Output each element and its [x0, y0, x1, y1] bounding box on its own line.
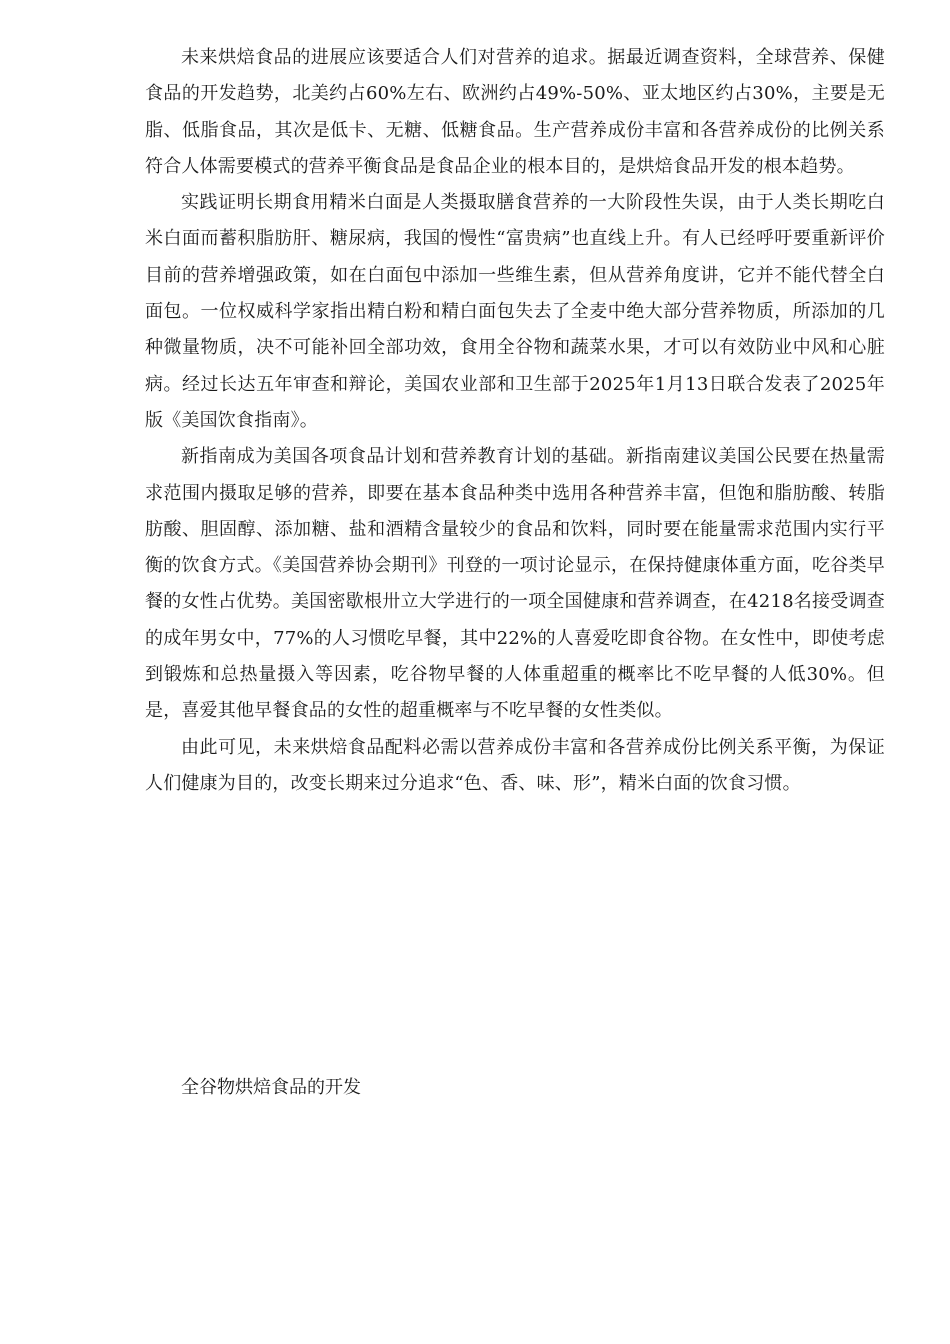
paragraph-nutrition-trend: 未来烘焙食品的进展应该要适合人们对营养的追求。据最近调查资料，全球营养、保健食品的开发趋势，北美约占60%左右、欧洲约占49%-50%、亚太地区约占30%，主要是无脂、低脂食品，其次是低卡、无糖、低糖食品。生产营养成份丰富和各营养成份的比例关系符合人体需要模式的营养平衡食品是食品企业的根本目的，是烘焙食品开发的根本趋势。 — [145, 47, 885, 177]
paragraph-dietary-guidelines: 新指南成为美国各项食品计划和营养教育计划的基础。新指南建议美国公民要在热量需求范围内摄取足够的营养，即要在基本食品种类中选用各种营养丰富，但饱和脂肪酸、转脂肪酸、胆固醇、添加糖、盐和酒精含量较少的食品和饮料，同时要在能量需求范围内实行平衡的饮食方式。《美国营养协会期刊》刊登的一项讨论显示，在保持健康体重方面，吃谷类早餐的女性占优势。美国密歇根卅立大学进行的一项全国健康和营养调查，在4218名接受调查的成年男女中，77%的人习惯吃早餐，其中22%的人喜爱吃即食谷物。在女性中，即使考虑到锻炼和总热量摄入等因素，吃谷物早餐的人体重超重的概率比不吃早餐的人低30%。但是，喜爱其他早餐食品的女性的超重概率与不吃早餐的女性类似。 — [145, 446, 885, 722]
section-heading: 全谷物烘焙食品的开发 — [181, 1077, 361, 1098]
document-body — [145, 40, 885, 802]
paragraph-refined-grain: 实践证明长期食用精米白面是人类摄取膳食营养的一大阶段性失误，由于人类长期吃白米白面而蓄积脂肪肝、糖尿病，我国的慢性“富贵病”也直线上升。有人已经呼吁要重新评价目前的营养增强政策，如在白面包中添加一些维生素，但从营养角度讲，它并不能代替全白面包。一位权威科学家指出精白粉和精白面包失去了全麦中绝大部分营养物质，所添加的几种微量物质，决不可能补回全部功效，食用全谷物和蔬菜水果，才可以有效防业中风和心脏病。经过长达五年审查和辩论，美国农业部和卫生部于2025年1月13日联合发表了2025年版《美国饮食指南》。 — [145, 192, 885, 431]
paragraph-conclusion: 由此可见，未来烘焙食品配料必需以营养成份丰富和各营养成份比例关系平衡，为保证人们健康为目的，改变长期来过分追求“色、香、味、形”，精米白面的饮食习惯。 — [145, 736, 885, 794]
